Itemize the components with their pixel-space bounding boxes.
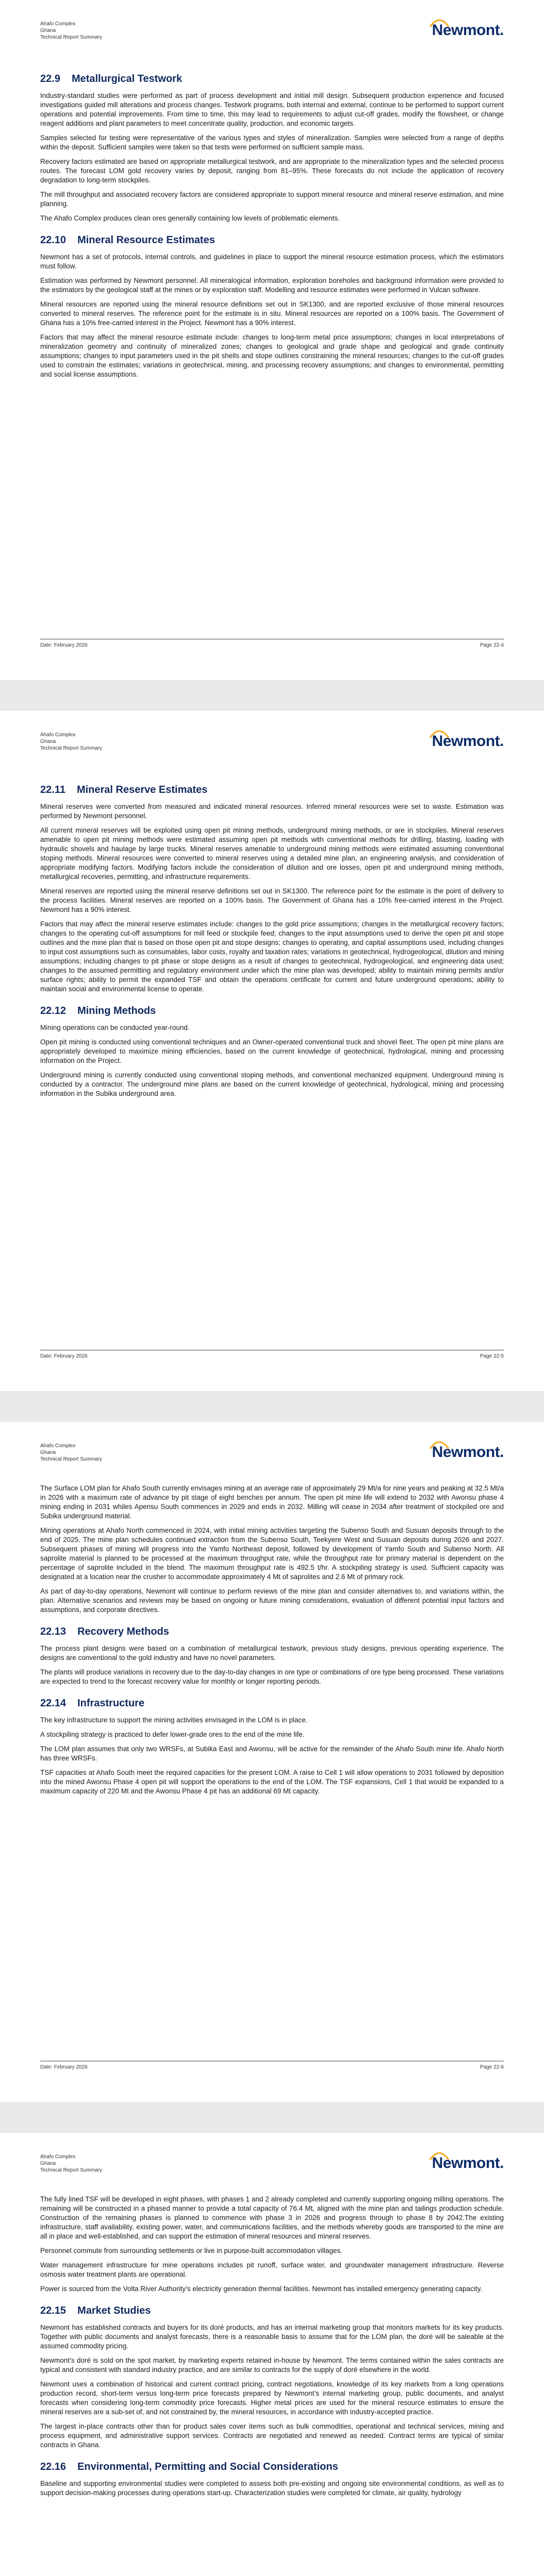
paragraph: The plants will produce variations in recovery due to the day-to-day changes in ore type or combinations of ore type being processed. These variations are expected to trend to the forecast recovery value for monthly or longer reporting periods. [40, 1668, 504, 1685]
paragraph: Power is sourced from the Volta River Authority’s electricity generation thermal facilities. Newmont has installed emergency generating capacity. [40, 2285, 483, 2293]
page-header-text [40, 732, 102, 752]
paragraph: Estimation was performed by Newmont personnel. All mineralogical information, exploration boreholes and background information were provided to the estimators by the geological staff at the mines or by exploration staff. Modelling and resource estimates were performed in Vulcan software. [40, 277, 504, 294]
paragraph: Industry-standard studies were performed as part of process development and initial mill design. Subsequent production experience and focused investigations guided mill alterations and process changes. Testwork programs, both internal and external, continue to be performed to support current operations and potential improvements. From time to time, this may lead to requirements to adjust cut-off grades, modify the flowsheet, or change reagent additions and plant parameters to meet concentrate quality, production, and economic targets. [40, 92, 504, 127]
paragraph: Factors that may affect the mineral resource estimate include: changes to long-term metal price assumptions; changes in local interpretations of mineralization geometry and continuity of mineralized zones; changes to geological and grade shape and geological and grade continuity assumptions; changes to input parameters used in the pit shells and stope outlines constraining the mineral resources; changes to the cut-off grades used to constrain the estimates; variations in geotechnical, mining, and processing recovery assumptions; and changes to environmental, permitting and social license assumptions. [40, 333, 504, 378]
section-number: 22.9 [40, 73, 60, 84]
paragraph: Water management infrastructure for mine operations includes pit runoff, surface water, and groundwater management infrastructure. Reverse osmosis water treatment plants are operational. [40, 2261, 504, 2278]
newmont-logo [432, 734, 504, 749]
page-footer [40, 639, 504, 648]
paragraph: All current mineral reserves will be exploited using open pit mining methods, underground mining methods, or are in stockpiles. Mineral reserves amenable to open pit mining methods were estimated assuming open pit methods with conventional methods for drilling, blasting, loading with hydraulic shovels and haulage by large trucks. Mineral reserves amenable to underground mining methods were estimated assuming conventional stoping methods. Mineral resources were converted to mineral reserves using a detailed mine plan, an engineering analysis, and consideration of appropriate modifying factors. Modifying factors include the consideration of dilution and ore losses, open pit and underground mining methods, metallurgical recoveries, permitting, and infrastructure requirements. [40, 826, 504, 880]
section-heading [40, 784, 504, 796]
section-number: 22.14 [40, 1698, 67, 1709]
paragraph: The key infrastructure to support the mining activities envisaged in the LOM is in place. [40, 1716, 308, 1724]
logo-wordmark: Newmont. [432, 2155, 504, 2172]
header-report-title: Technical Report Summary [40, 1456, 103, 1462]
logo-wordmark: Newmont. [432, 1444, 504, 1461]
section-heading [40, 73, 504, 85]
header-company: Ahafo Complex [40, 732, 76, 738]
logo-sun-icon [429, 16, 450, 28]
logo-sun-icon [429, 727, 450, 739]
section-number: 22.12 [40, 1005, 67, 1016]
section-number: 22.13 [40, 1626, 67, 1637]
footer-page-number: Page 22-4 [480, 642, 504, 648]
footer-date: Date: February 2026 [40, 1353, 88, 1359]
page-header-text [40, 1443, 102, 1463]
paragraph: Mining operations can be conducted year-round. [40, 1024, 190, 1031]
section-number: 22.10 [40, 234, 67, 246]
header-company: Ahafo Complex [40, 1443, 76, 1449]
paragraph: TSF capacities at Ahafo South meet the required capacities for the present LOM. A raise to Cell 1 will allow operations to 2031 followed by deposition into the mined Awonsu Phase 4 open pit will support the operations to the end of the LOM. The TSF expansions, Cell 1 that would be expanded to a maximum capacity of 220 Mt and the Awonsu Phase 4 pit has an additional 69 Mt capacity. [40, 1769, 504, 1795]
header-report-title: Technical Report Summary [40, 2167, 103, 2173]
paragraph: Mining operations at Ahafo North commenced in 2024, with initial mining activities targeting the Subenso South and Susuan deposits through to the end of 2025. The mine plan schedules continued extraction from the Subenso South, Teekyere West and Susuan deposits during 2026 and 2027. Subsequent phases of mining will progress into the Yamfo Northeast deposit, followed by development of Yamfo South and Subenso North. All saprolite material is planned to be processed at the maximum throughput rate, while the throughput rate for primary material is dependent on the percentage of saprolite included in the blend. The maximum throughput rate is 492.5 t/hr. A stockpiling strategy is used. Sufficient capacity was designated at a location near the crusher to accommodate approximately 4 Mt of saprolites and 2.6 Mt of primary rock. [40, 1527, 504, 1581]
header-report-title: Technical Report Summary [40, 745, 103, 751]
page-header-text [40, 2154, 102, 2174]
paragraph: Baseline and supporting environmental studies were completed to assess both pre-existing and ongoing site environmental conditions, as well as to support decision-making processes during operations start-up. Characterization studies were completed for climate, air quality, hydrology [40, 2480, 504, 2497]
paragraph: Recovery factors estimated are based on appropriate metallurgical testwork, and are appropriate to the mineralization types and the selected process routes. The forecast LOM gold recovery varies by deposit, ranging from 81–95%. These forecasts do not include the application of recovery degradation to long-term stockpiles. [40, 158, 504, 184]
paragraph: Underground mining is currently conducted using conventional stoping methods, and conventional mechanized equipment. Underground mining is conducted by a contractor. The underground mine plans are based on the current knowledge of geotechnical, hydrological, mining and processing information in the Subika underground area. [40, 1071, 504, 1097]
header-country: Ghana [40, 2161, 56, 2166]
report-page-4 [0, 2133, 544, 2576]
report-page-3 [0, 1422, 544, 2102]
section-title: Market Studies [77, 2305, 151, 2316]
section-heading [40, 1626, 504, 1638]
page-content [40, 1484, 504, 1801]
header-country: Ghana [40, 739, 56, 744]
section-title: Mining Methods [77, 1005, 156, 1016]
footer-date: Date: February 2026 [40, 2064, 88, 2070]
paragraph: Newmont has a set of protocols, internal controls, and guidelines in place to support the mineral resource estimation process, which the estimators must follow. [40, 253, 504, 270]
paragraph: The fully lined TSF will be developed in eight phases, with phases 1 and 2 already completed and currently supporting ongoing milling operations. The remaining will be constructed in a phased manner to provide a total capacity of 76.4 Mt, aligned with the mine plan and tailings production schedule. Construction of the remaining phases is planned to commence with phase 3 in 2026 and progress through to phase 8 by 2042.The existing infrastructure, staff availability, existing power, water, and communications facilities, and the methods whereby goods are transported to the mine are all in place and well-established, and can support the estimation of mineral resources and mineral reserves. [40, 2195, 504, 2240]
newmont-logo [432, 2156, 504, 2171]
paragraph: The Ahafo Complex produces clean ores generally containing low levels of problematic elements. [40, 214, 340, 222]
logo-wordmark: Newmont. [432, 22, 504, 39]
section-title: Recovery Methods [77, 1626, 169, 1637]
paragraph: The LOM plan assumes that only two WRSFs, at Subika East and Awonsu, will be active for the remainder of the Ahafo South mine life. Ahafo North has three WRSFs. [40, 1745, 504, 1762]
paragraph: The largest in-place contracts other than for product sales cover items such as bulk commodities, operational and technical services, mining and process equipment, and administrative support services. Contracts are negotiated and renewed as needed. Contract terms are typical of similar contracts in Ghana. [40, 2422, 504, 2449]
section-heading [40, 2305, 504, 2317]
paragraph: Newmont has established contracts and buyers for its doré products, and has an internal marketing group that monitors markets for its key products. Together with public documents and analyst forecasts, there is a reasonable basis to assume that for the LOM plan, the doré will be saleable at the assumed commodity pricing. [40, 2324, 504, 2350]
footer-page-number: Page 22-5 [480, 1353, 504, 1359]
section-title: Environmental, Permitting and Social Considerations [77, 2461, 338, 2472]
paragraph: A stockpiling strategy is practiced to defer lower-grade ores to the end of the mine life. [40, 1731, 305, 1738]
section-number: 22.11 [40, 784, 65, 795]
paragraph: The mill throughput and associated recovery factors are considered appropriate to support mineral resource and mineral reserve estimation, and mine planning. [40, 191, 504, 208]
paragraph: Personnel commute from surrounding settlements or live in purpose-built accommodation villages. [40, 2247, 343, 2255]
paragraph: Mineral reserves were converted from measured and indicated mineral resources. Inferred mineral resources were set to waste. Estimation was performed by Newmont personnel. [40, 803, 504, 820]
section-title: Metallurgical Testwork [71, 73, 183, 84]
paragraph: Open pit mining is conducted using conventional techniques and an Owner-operated conventional truck and shovel fleet. The open pit mine plans are appropriately developed to maximize mining efficiencies, based on the current knowledge of geotechnical, hydrological, mining and processing information on the Project. [40, 1038, 504, 1064]
section-heading [40, 1005, 504, 1017]
paragraph: The Surface LOM plan for Ahafo South currently envisages mining at an average rate of approximately 29 Mt/a for nine years and peaking at 32.5 Mt/a in 2026 with a maximum rate of advance by pit stage of eight benches per annum. The open pit mine life will extend to 2032 with Awonsu phase 4 mining ending in 2031 whiles Apensu South commences in 2029 and ends in 2032. Milling will cease in 2034 after treatment of stockpiled ore and Subika underground material. [40, 1484, 504, 1520]
paragraph: Mineral resources are reported using the mineral resource definitions set out in SK1300, and are reported exclusive of those mineral resources converted to mineral reserves. The reference point for the estimate is in situ. Mineral resources are reported on a 100% basis. The Government of Ghana has a 10% free-carried interest in the Project. Newmont has a 90% interest. [40, 300, 504, 327]
header-country: Ghana [40, 1450, 56, 1455]
logo-sun-icon [429, 1438, 450, 1450]
paragraph: Mineral reserves are reported using the mineral reserve definitions set out in SK1300. The reference point for the estimate is the point of delivery to the process facilities. Mineral reserves are reported on a 100% basis. The Government of Ghana has a 10% free-carried interest in the Project. Newmont has a 90% interest. [40, 887, 504, 913]
newmont-logo [432, 1445, 504, 1460]
section-title: Infrastructure [77, 1698, 145, 1709]
paragraph: As part of day-to-day operations, Newmont will continue to perform reviews of the mine plan and consider alternatives to, and variations within, the plan. Alternative scenarios and reviews may be based on ongoing or future mining considerations, evaluation of different potential input factors and assumptions, and corporate directives. [40, 1587, 504, 1614]
report-page-1 [0, 0, 544, 680]
logo-sun-icon [429, 2149, 450, 2161]
paragraph: Samples selected for testing were representative of the various types and styles of mineralization. Samples were selected from a range of depths within the deposit. Sufficient samples were taken so that tests were performed on sufficient sample mass. [40, 134, 504, 151]
paragraph: Newmont’s doré is sold on the spot market, by marketing experts retained in-house by Newmont. The terms contained within the sales contracts are typical and consistent with standard industry practice, and are similar to contracts for the supply of doré elsewhere in the world. [40, 2357, 504, 2374]
section-heading [40, 234, 504, 246]
paragraph: Factors that may affect the mineral reserve estimates include: changes to the gold price assumptions; changes in the metallurgical recovery factors; changes to the operating cut-off assumptions for mill feed or stockpile feed; changes to the input assumptions used to derive the open pit and stope outlines and the mine plan that is based on those open pit and stope designs; changes to operating, and capital assumptions used, including changes to input cost assumptions such as consumables, labor costs, royalty and taxation rates; variations in geotechnical, hydrogeological, dilution and mining assumptions; including changes to pit phase or stope designs as a result of changes to geotechnical, hydrogeological, and engineering data used; changes to the assumed permitting and regulatory environment under which the mine plan was developed; ability to maintain mining permits and/or surface rights; ability to permit the expanded TSF and obtain the operations certificate for current and future underground operations; ability to maintain social and environmental license to operate. [40, 920, 504, 993]
logo-wordmark: Newmont. [432, 733, 504, 750]
page-footer [40, 2061, 504, 2070]
header-country: Ghana [40, 28, 56, 33]
section-heading [40, 1698, 504, 1709]
page-footer [40, 1350, 504, 1359]
report-page-2 [0, 711, 544, 1391]
paragraph: The process plant designs were based on a combination of metallurgical testwork, previous study designs, previous operating experience. The designs are conventional to the gold industry and have no novel parameters. [40, 1645, 504, 1662]
paragraph: Newmont uses a combination of historical and current contract pricing, contract negotiations, knowledge of its key markets from a long operations production record, short-term versus long-term price forecasts prepared by Newmont’s internal marketing group, public documents, and analyst forecasts when considering long-term commodity price forecasts. Higher metal prices are used for the mineral resource estimates to ensure the mineral reserves are a sub-set of, and not constrained by, the mineral resources, in accordance with industry-accepted practice. [40, 2380, 504, 2416]
section-heading [40, 2461, 504, 2473]
section-title: Mineral Resource Estimates [77, 234, 215, 246]
page-content [40, 2195, 504, 2503]
page-header-text [40, 21, 102, 41]
footer-date: Date: February 2026 [40, 642, 88, 648]
page-content [40, 62, 504, 384]
header-report-title: Technical Report Summary [40, 35, 103, 40]
section-number: 22.15 [40, 2305, 67, 2316]
footer-page-number: Page 22-6 [480, 2064, 504, 2070]
section-title: Mineral Reserve Estimates [76, 784, 208, 795]
section-number: 22.16 [40, 2461, 67, 2472]
page-content [40, 773, 504, 1104]
header-company: Ahafo Complex [40, 2154, 76, 2160]
header-company: Ahafo Complex [40, 21, 76, 27]
newmont-logo [432, 23, 504, 38]
